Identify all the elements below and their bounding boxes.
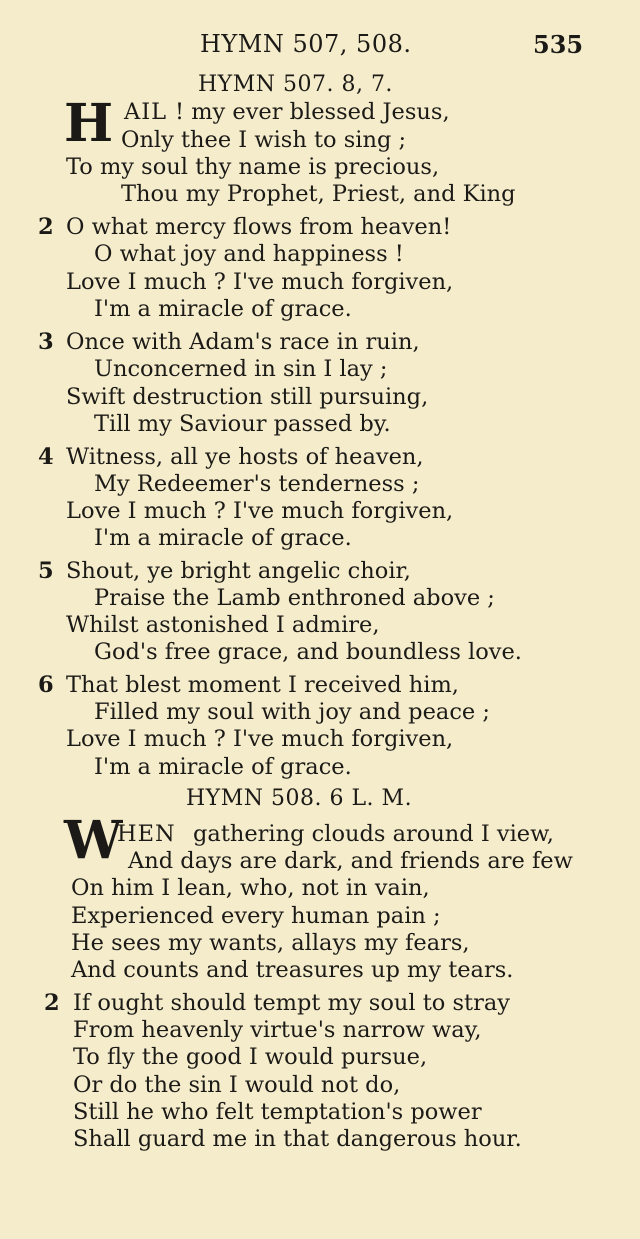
running-title: HYMN 507, 508. — [200, 30, 412, 58]
verse-line: Thou my Prophet, Priest, and King — [121, 181, 516, 207]
verse-line: I'm a miracle of grace. — [94, 296, 352, 322]
verse-line: Love I much ? I've much forgiven, — [66, 269, 454, 295]
verse-line: My Redeemer's tenderness ; — [94, 471, 420, 497]
hymn-heading: HYMN 507. 8, 7. — [198, 72, 393, 97]
verse-number: 3 — [38, 329, 54, 355]
verse-line: Once with Adam's race in ruin, — [66, 329, 420, 355]
verse-line: God's free grace, and boundless love. — [94, 639, 522, 665]
verse-line: Filled my soul with joy and peace ; — [94, 699, 490, 725]
verse-line: If ought should tempt my soul to stray — [73, 990, 510, 1016]
verse-line: To my soul thy name is precious, — [66, 154, 440, 180]
verse-line: Shall guard me in that dangerous hour. — [73, 1126, 522, 1152]
drop-cap: H — [64, 93, 114, 154]
verse-line: That blest moment I received him, — [66, 672, 459, 698]
verse-line: O what mercy flows from heaven! — [66, 214, 452, 240]
verse-line: Till my Saviour passed by. — [94, 411, 391, 437]
running-header — [0, 30, 640, 66]
verse-line: On him I lean, who, not in vain, — [71, 875, 430, 901]
verse-line: Only thee I wish to sing ; — [121, 127, 407, 153]
first-word-rest: HEN — [117, 821, 176, 847]
drop-cap: W — [64, 810, 123, 871]
verse-line: Swift destruction still pursuing, — [66, 384, 429, 410]
page-number: 535 — [533, 30, 584, 59]
verse-line: Whilst astonished I admire, — [66, 612, 380, 638]
verse-line: Experienced every human pain ; — [71, 903, 441, 929]
verse-line: gathering clouds around I view, — [193, 821, 554, 847]
verse-number: 2 — [44, 990, 60, 1016]
verse-line: Love I much ? I've much forgiven, — [66, 726, 454, 752]
verse-line: And counts and treasures up my tears. — [71, 957, 514, 983]
verse-line: Unconcerned in sin I lay ; — [94, 356, 388, 382]
verse-line: Shout, ye bright angelic choir, — [66, 558, 411, 584]
verse-number: 5 — [38, 558, 54, 584]
verse-line: Love I much ? I've much forgiven, — [66, 498, 454, 524]
verse-line: Praise the Lamb enthroned above ; — [94, 585, 495, 611]
verse-line: He sees my wants, allays my fears, — [71, 930, 470, 956]
hymn-heading: HYMN 508. 6 L. M. — [186, 786, 413, 811]
verse-number: 6 — [38, 672, 54, 698]
verse-line: And days are dark, and friends are few — [128, 848, 573, 874]
verse-line: Witness, all ye hosts of heaven, — [66, 444, 424, 470]
verse-line: O what joy and happiness ! — [94, 241, 404, 267]
verse-number: 2 — [38, 214, 54, 240]
verse-line: I'm a miracle of grace. — [94, 525, 352, 551]
verse-line: ! my ever blessed Jesus, — [175, 99, 450, 125]
verse-line: Or do the sin I would not do, — [73, 1072, 401, 1098]
verse-line: I'm a miracle of grace. — [94, 754, 352, 780]
first-word-rest: AIL — [124, 99, 168, 125]
verse-line: To fly the good I would pursue, — [73, 1044, 428, 1070]
verse-line: Still he who felt temptation's power — [73, 1099, 482, 1125]
verse-line: From heavenly virtue's narrow way, — [73, 1017, 482, 1043]
verse-number: 4 — [38, 444, 54, 470]
